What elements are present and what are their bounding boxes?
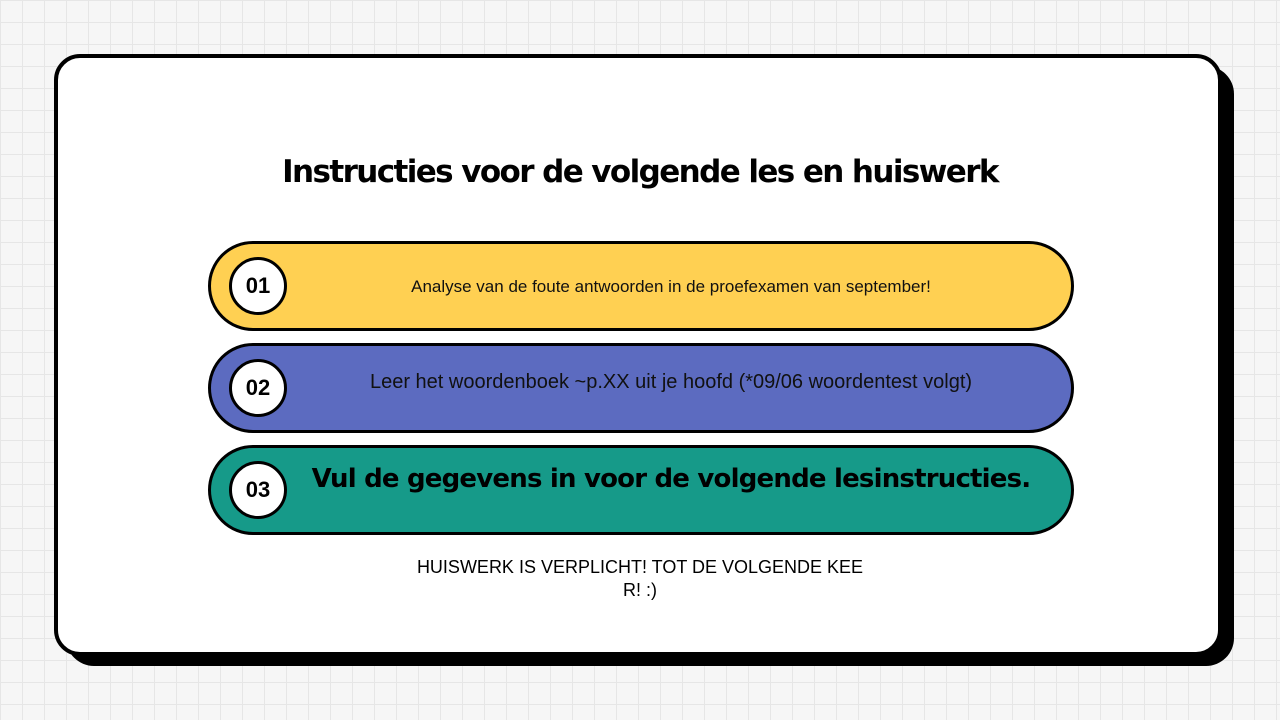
step-text: Leer het woordenboek ~p.XX uit je hoofd (*09/06 woordentest volgt): [369, 371, 973, 393]
footer-note: HUISWERK IS VERPLICHT! TOT DE VOLGENDE KEER! :): [416, 557, 864, 600]
step-number-badge: 01: [229, 257, 287, 315]
step-item-1: [208, 241, 1074, 331]
step-text: Analyse van de foute antwoorden in de proefexamen van september!: [411, 277, 931, 296]
step-item-2: [208, 343, 1074, 433]
step-number-badge: 03: [229, 461, 287, 519]
step-item-3: [208, 445, 1074, 535]
slide-title: Instructies voor de volgende les en huiswerk: [282, 154, 998, 190]
step-text: Vul de gegevens in voor de volgende lesinstructies.: [311, 464, 1031, 494]
step-number-badge: 02: [229, 359, 287, 417]
